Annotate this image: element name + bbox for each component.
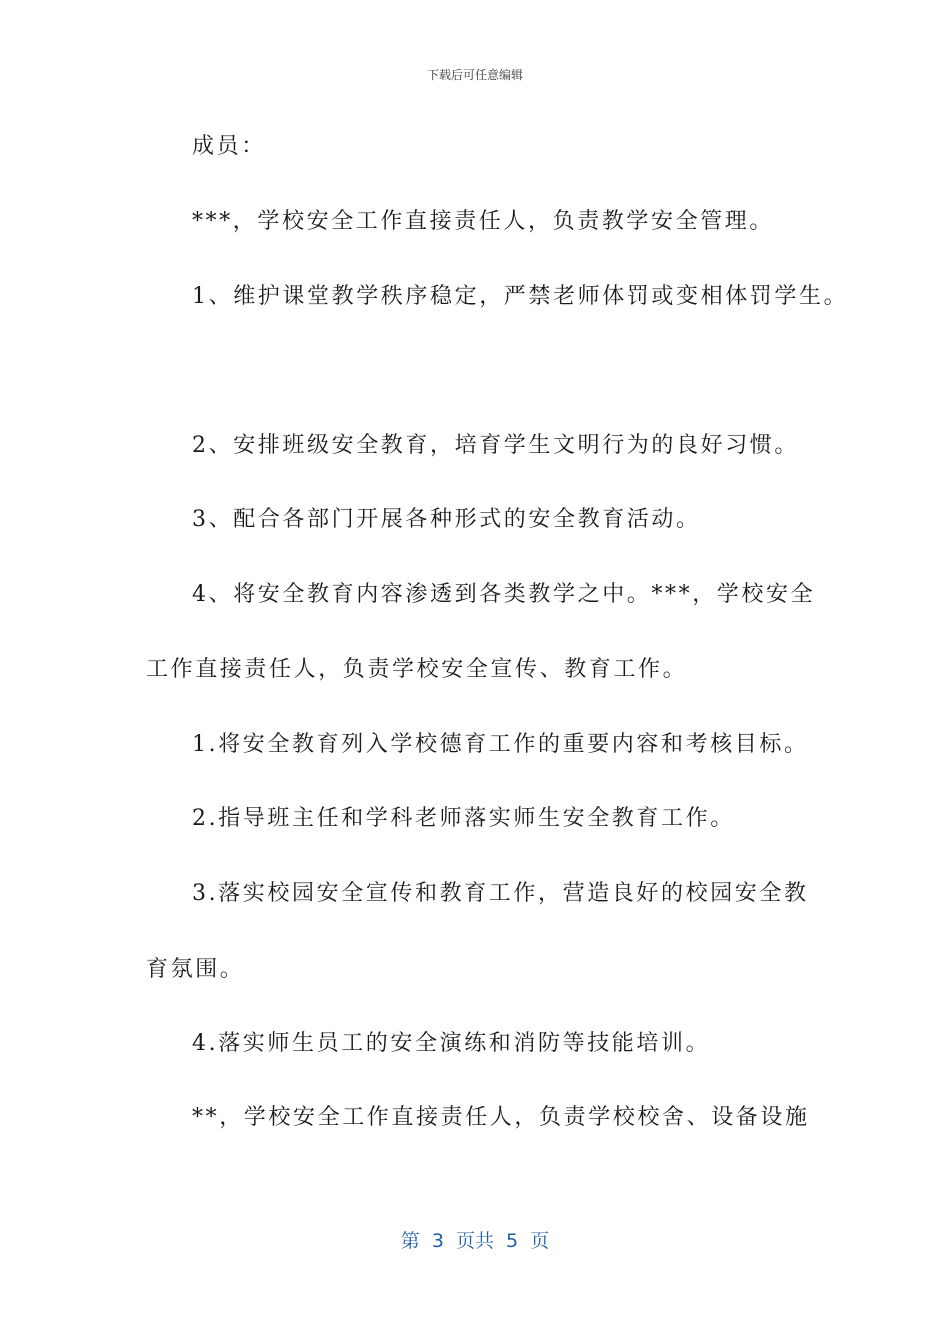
paragraph-line-10: 3.落实校园安全宣传和教育工作，营造良好的校园安全教: [192, 881, 809, 906]
paragraph-line-11: 育氛围。: [146, 957, 245, 982]
footer-label-of: 页共: [455, 1230, 494, 1252]
paragraph-line-8: 1.将安全教育列入学校德育工作的重要内容和考核目标。: [192, 732, 809, 757]
paragraph-line-13: **，学校安全工作直接责任人，负责学校校舍、设备设施: [192, 1105, 810, 1130]
footer-current-page: 3: [431, 1230, 444, 1252]
footer-total-pages: 5: [506, 1230, 519, 1252]
page-header-note: 下载后可任意编辑: [426, 68, 523, 82]
paragraph-line-2: ***，学校安全工作直接责任人，负责教学安全管理。: [192, 209, 775, 234]
paragraph-line-7: 工作直接责任人，负责学校安全宣传、教育工作。: [146, 657, 688, 682]
footer-label-end: 页: [530, 1230, 550, 1252]
paragraph-line-4: 2、安排班级安全教育，培育学生文明行为的良好习惯。: [192, 433, 799, 458]
paragraph-line-6: 4、将安全教育内容渗透到各类教学之中。***，学校安全: [192, 582, 816, 607]
paragraph-line-5: 3、配合各部门开展各种形式的安全教育活动。: [192, 507, 701, 532]
footer-label-page: 第: [400, 1230, 420, 1252]
paragraph-line-12: 4.落实师生员工的安全演练和消防等技能培训。: [192, 1031, 711, 1056]
paragraph-line-3: 1、维护课堂教学秩序稳定，严禁老师体罚或变相体罚学生。: [192, 284, 849, 309]
paragraph-line-9: 2.指导班主任和学科老师落实师生安全教育工作。: [192, 806, 735, 831]
page-number-footer: [0, 1226, 950, 1253]
paragraph-line-1: 成员：: [192, 134, 266, 159]
